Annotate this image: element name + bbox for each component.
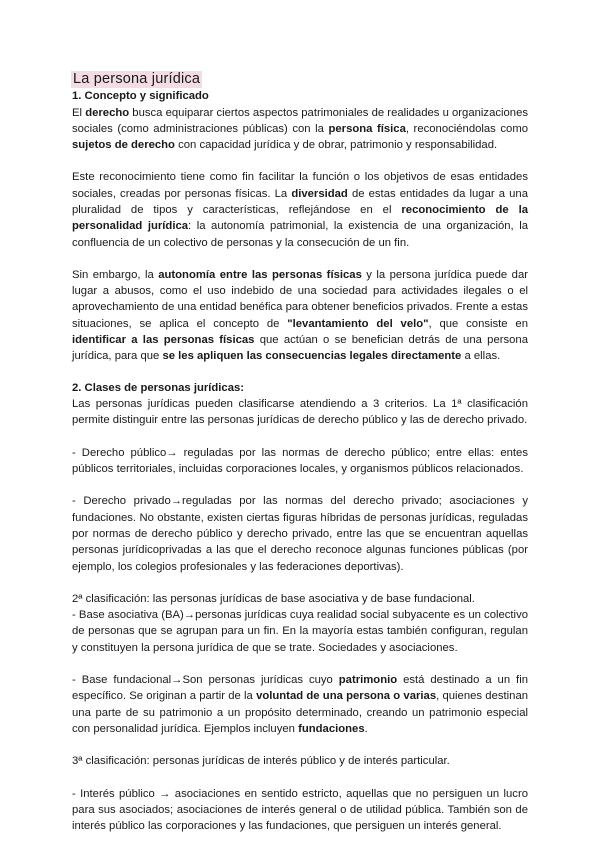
paragraph [72,267,528,365]
text-run: que actúan o se benefician detrás de una persona jurídica, para que [72,334,528,363]
paragraph [72,493,528,574]
text-run: - Derecho privado→reguladas por las normas del derecho privado; asociaciones y fundaciones. No obstante, existen ciertas figuras híbridas de personas jurídicas, reguladas por normas de derecho público y derecho privado, entre las que se encuentran aquellas personas jurídicoprivadas a las que el derecho reconoce algunas funciones públicas (por ejemplo, los colegios profesionales y las federaciones deportivas). [72,495,528,573]
text-run: con capacidad jurídica y de obrar, patrimonio y responsabilidad. [174,139,498,152]
text-run: 3ª clasificación: personas jurídicas de interés público y de interés particular. [72,755,450,768]
text-run: . [364,722,368,735]
bold-text: voluntad de una persona o varias [256,690,437,703]
text-run: , quienes destinan una parte de su patrimonio a un propósito determinado, creando un patrimonio especial con personalidad jurídica. Ejemplos incluyen [72,690,529,735]
paragraph [72,591,528,607]
bold-text: derecho [85,106,130,119]
paragraph [72,396,528,429]
text-run: 2ª clasificación: las personas jurídicas de base asociativa y de base fundacional. [72,592,475,605]
text-run: El [72,106,86,119]
paragraph [72,169,528,250]
section-1-heading: 1. Concepto y significado [72,90,209,102]
bold-text: autonomía entre las personas físicas [158,268,362,281]
paragraph [72,445,528,478]
text-run: - Base asociativa (BA)→personas jurídicas cuya realidad social subyacente es un colectivo de personas que se agrupan para un fin. En la mayoría estas también configuran, regulan y constituyen la persona jurídica de que se trate. Sociedades y asociaciones. [72,609,528,654]
bold-text: "levantamiento del velo" [287,317,429,330]
text-run: , que consiste en [428,317,528,330]
page-title: La persona jurídica [73,71,201,87]
paragraph [72,786,528,835]
text-run: está destinado a un fin específico. Se originan a partir de la [72,674,528,703]
text-run: Las personas jurídicas pueden clasificarse atendiendo a 3 criterios. La 1ª clasificación permite distinguir entre las personas jurídicas de derecho público y las de derecho privado. [72,398,528,427]
text-run: Este reconocimiento tiene como fin facilitar la función o los objetivos de esas entidades sociales, creadas por personas físicas. La [72,171,528,200]
paragraph [72,607,528,656]
bold-text: persona física [328,122,406,135]
text-run: - Base fundacional→Son personas jurídicas cuyo [72,674,339,687]
text-run: Sin embargo, la [72,268,159,281]
text-run: de estas entidades da lugar a una pluralidad de tipos y características, reflejándose en el [72,187,528,216]
bold-text: diversidad [291,187,348,200]
bold-text: fundaciones [298,722,365,735]
text-run: : la autonomía patrimonial, la existencia de una organización, la confluencia de un colectivo de personas y la consecución de un fin. [72,220,528,249]
bold-text: se les apliquen las consecuencias legales directamente [162,350,462,363]
text-run: - Interés público → asociaciones en sentido estricto, aquellas que no persiguen un lucro para sus asociados; asociaciones de interés general o de utilidad pública. También son de interés público las corporaciones y las fundaciones, que persiguen un interés general. [72,787,528,833]
bold-text: patrimonio [338,674,398,687]
bold-text: reconocimiento de la personalidad jurídica [72,203,528,233]
text-run: a ellas. [461,350,501,363]
text-run: , reconociéndolas como [405,122,529,135]
text-run: - Derecho público→ reguladas por las normas de derecho público; entre ellas: entes públicos territoriales, incluidas corporaciones locales, y organismos públicos relacionados. [72,446,528,476]
paragraph [72,753,528,769]
bold-text: identificar a las personas físicas [72,334,255,347]
bold-text: sujetos de derecho [72,139,175,152]
text-run: y la persona jurídica puede dar lugar a abusos, como el uso indebido de una sociedad para actividades ilegales o el aprovechamiento de una entidad benéfica para obtener beneficios privados. Frente a estas situaciones, se aplica el concepto de [72,268,528,330]
paragraph [72,105,528,154]
paragraph [72,672,528,737]
section-2-heading: 2. Clases de personas jurídicas: [72,381,245,394]
text-run: busca equiparar ciertos aspectos patrimoniales de realidades u organizaciones sociales (como administraciones públicas) con la [72,106,529,135]
